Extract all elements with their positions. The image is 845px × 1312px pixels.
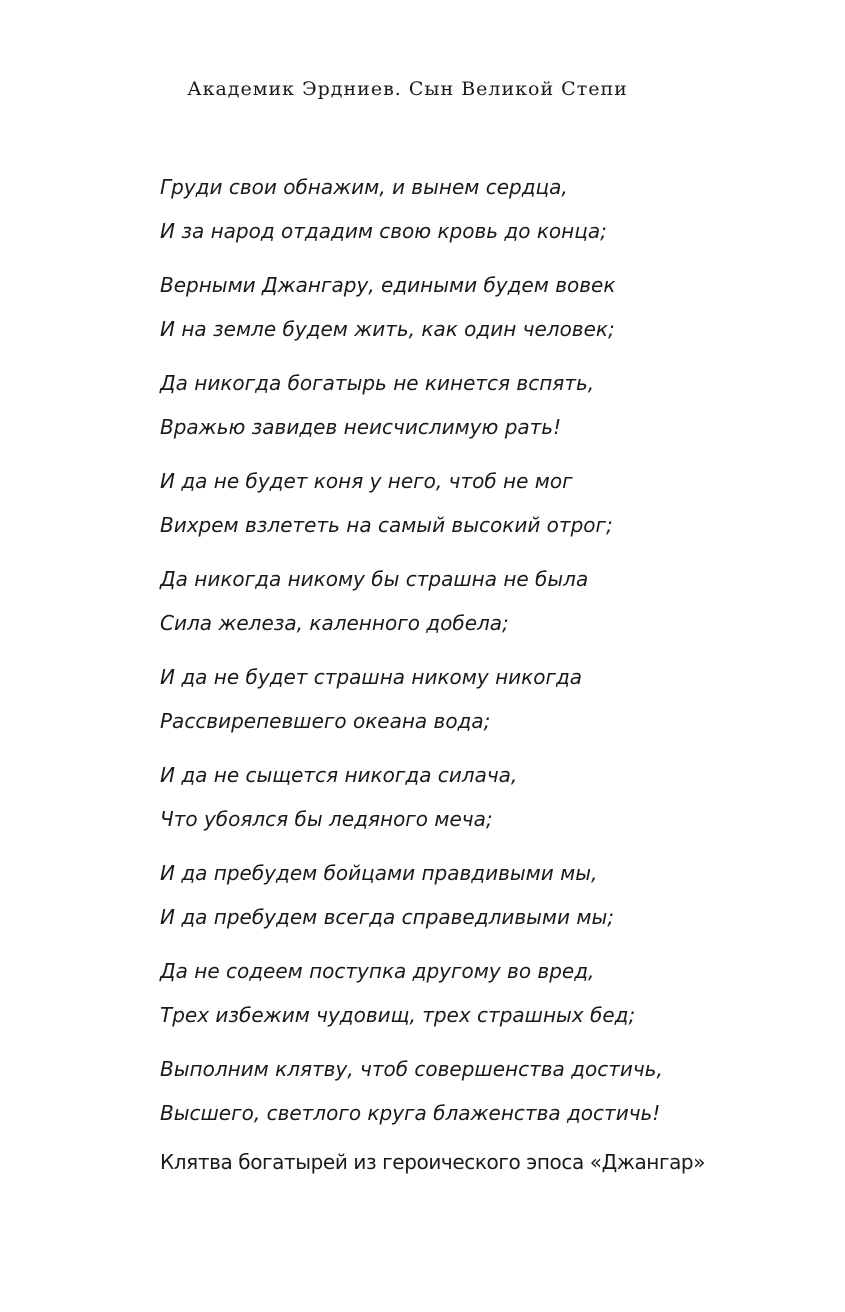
poem-line: И да не будет коня у него, чтоб не мог — [160, 469, 573, 493]
poem-line: И за народ отдадим свою кровь до конца; — [160, 219, 607, 243]
running-head: Академик Эрдниев. Сын Великой Степи — [187, 78, 628, 100]
poem-line: И да не сыщется никогда силача, — [160, 763, 518, 787]
poem-line: Верными Джангару, едиными будем вовек — [160, 273, 616, 297]
stanza — [160, 562, 800, 650]
stanza — [160, 660, 800, 748]
stanza — [160, 268, 800, 356]
poem-line: Высшего, светлого круга блаженства достичь! — [160, 1101, 661, 1125]
poem-line: Вражью завидев неисчислимую рать! — [160, 415, 562, 439]
poem-line: Да никогда богатырь не кинется вспять, — [160, 371, 595, 395]
poem-line: И да пребудем всегда справедливыми мы; — [160, 905, 614, 929]
poem-line: Трех избежим чудовищ, трех страшных бед; — [160, 1003, 636, 1027]
stanza — [160, 954, 800, 1042]
poem-line: Рассвирепевшего океана вода; — [160, 709, 491, 733]
stanza — [160, 856, 800, 944]
stanza — [160, 758, 800, 846]
poem-line: И да не будет страшна никому никогда — [160, 665, 583, 689]
poem-line: Что убоялся бы ледяного меча; — [160, 807, 493, 831]
poem-line: Груди свои обнажим, и вынем сердца, — [160, 175, 568, 199]
poem-line: Да никогда никому бы страшна не была — [160, 567, 589, 591]
poem-line: Сила железа, каленного добела; — [160, 611, 509, 635]
stanza — [160, 366, 800, 454]
poem-line: Выполним клятву, чтоб совершенства достичь, — [160, 1057, 663, 1081]
poem-source: Клятва богатырей из героического эпоса «Джангар» — [160, 1150, 706, 1174]
stanza — [160, 464, 800, 552]
poem — [160, 170, 800, 1150]
poem-line: И да пребудем бойцами правдивыми мы, — [160, 861, 598, 885]
stanza — [160, 1052, 800, 1140]
poem-line: И на земле будем жить, как один человек; — [160, 317, 615, 341]
poem-line: Вихрем взлететь на самый высокий отрог; — [160, 513, 613, 537]
stanza — [160, 170, 800, 258]
poem-line: Да не содеем поступка другому во вред, — [160, 959, 595, 983]
